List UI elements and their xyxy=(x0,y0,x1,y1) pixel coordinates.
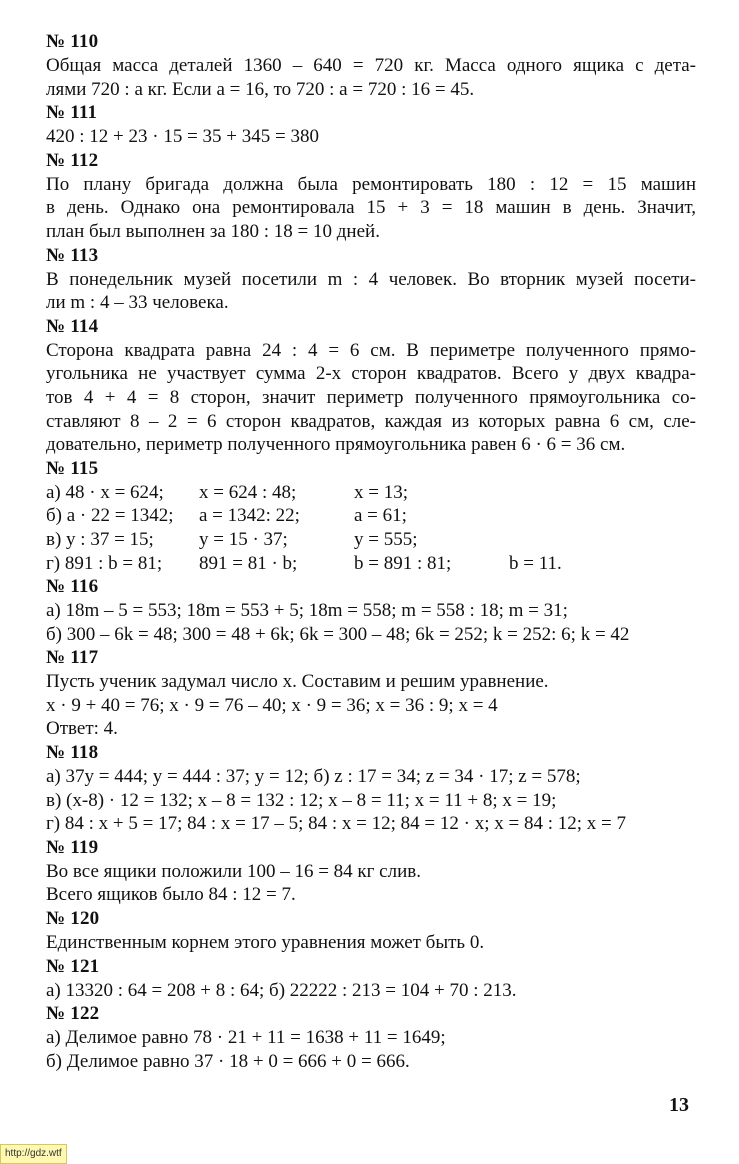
equation-row xyxy=(46,528,696,552)
solution-line: довательно, периметр полученного прямоугольника равен 6 · 6 = 36 см. xyxy=(46,434,626,456)
problem-number: № 122 xyxy=(46,1003,100,1025)
solution-line: 420 : 12 + 23 · 15 = 35 + 345 = 380 xyxy=(46,126,319,148)
problem xyxy=(46,646,696,741)
equation-step: x = 624 : 48; xyxy=(199,481,297,503)
solution-line: Во все ящики положили 100 – 16 = 84 кг слив. xyxy=(46,860,421,882)
solution-line: По плану бригада должна была ремонтировать 180 : 12 = 15 машин xyxy=(46,173,696,195)
solution-line: ли m : 4 – 33 человека. xyxy=(46,292,229,314)
solution-line: Всего ящиков было 84 : 12 = 7. xyxy=(46,884,296,906)
equation-step: г) 891 : b = 81; xyxy=(46,552,163,574)
solution-line: в день. Однако она ремонтировала 15 + 3 = 18 машин в день. Значит, xyxy=(46,197,696,219)
solution-line: Ответ: 4. xyxy=(46,718,118,740)
problem-number: № 113 xyxy=(46,244,99,266)
problem xyxy=(46,149,696,244)
solution-line: б) Делимое равно 37 · 18 + 0 = 666 + 0 = 666. xyxy=(46,1050,410,1072)
solution-line: в) (x-8) · 12 = 132; x – 8 = 132 : 12; x – 8 = 11; x = 11 + 8; x = 19; xyxy=(46,789,557,811)
solution-line: план был выполнен за 180 : 18 = 10 дней. xyxy=(46,220,380,242)
problem-number: № 118 xyxy=(46,742,99,764)
problem-number: № 110 xyxy=(46,31,99,52)
problem-115 xyxy=(46,457,696,575)
equation-step: б) a · 22 = 1342; xyxy=(46,505,174,527)
solution-line: а) 18m – 5 = 553; 18m = 553 + 5; 18m = 558; m = 558 : 18; m = 31; xyxy=(46,600,568,622)
solution-line: а) 13320 : 64 = 208 + 8 : 64; б) 22222 : 213 = 104 + 70 : 213. xyxy=(46,979,517,1001)
problem xyxy=(46,315,696,457)
problem xyxy=(46,1002,696,1073)
solution-line: Пусть ученик задумал число x. Составим и решим уравнение. xyxy=(46,671,549,693)
equation-step: y = 15 · 37; xyxy=(199,528,288,550)
solution-line: б) 300 – 6k = 48; 300 = 48 + 6k; 6k = 300 – 48; 6k = 252; k = 252: 6; k = 42 xyxy=(46,623,630,645)
equation-step: a = 61; xyxy=(354,505,407,527)
problem-number: № 117 xyxy=(46,647,99,669)
problem-number: № 116 xyxy=(46,576,99,598)
solution-line: Единственным корнем этого уравнения может быть 0. xyxy=(46,932,485,954)
equation-row xyxy=(46,481,696,505)
solution-line: x · 9 + 40 = 76; x · 9 = 76 – 40; x · 9 = 36; x = 36 : 9; x = 4 xyxy=(46,694,498,716)
problem-number: № 111 xyxy=(46,102,98,124)
solution-line: ставляют 8 – 2 = 6 сторон квадратов, каждая из которых равна 6 см, сле- xyxy=(46,410,696,432)
problems-110-114 xyxy=(46,30,696,457)
problems-116-122 xyxy=(46,575,696,1073)
problem xyxy=(46,575,696,646)
equation-step: а) 48 · x = 624; xyxy=(46,481,164,503)
problem xyxy=(46,836,696,907)
equation-step: 891 = 81 · b; xyxy=(199,552,298,574)
site-label: http://gdz.wtf xyxy=(0,1144,67,1164)
problem-number: № 120 xyxy=(46,908,100,930)
page-number: 13 xyxy=(669,1094,689,1116)
problem-number: № 119 xyxy=(46,836,99,858)
solution-line: г) 84 : x + 5 = 17; 84 : x = 17 – 5; 84 : x = 12; 84 = 12 · x; x = 84 : 12; x = 7 xyxy=(46,813,626,835)
problem-number: № 121 xyxy=(46,955,100,977)
equation-step: x = 13; xyxy=(354,481,408,503)
equation-step: в) y : 37 = 15; xyxy=(46,528,154,550)
solution-line: В понедельник музей посетили m : 4 человек. Во вторник музей посети- xyxy=(46,268,696,290)
equation-step: a = 1342: 22; xyxy=(199,505,300,527)
problem xyxy=(46,244,696,315)
problem-number: № 112 xyxy=(46,149,99,171)
problem xyxy=(46,101,696,149)
solution-line: тов 4 + 4 = 8 сторон, значит периметр полученного прямоугольника со- xyxy=(46,386,696,408)
solution-line: лями 720 : а кг. Если а = 16, то 720 : а = 720 : 16 = 45. xyxy=(46,78,475,100)
equation-step: b = 891 : 81; xyxy=(354,552,452,574)
equation-row xyxy=(46,552,696,576)
equation-step: b = 11. xyxy=(509,552,562,574)
problem xyxy=(46,741,696,836)
problem-number: № 114 xyxy=(46,315,99,337)
problem xyxy=(46,907,696,955)
textbook-page xyxy=(46,30,696,1073)
solution-line: а) 37y = 444; y = 444 : 37; y = 12; б) z : 17 = 34; z = 34 · 17; z = 578; xyxy=(46,766,581,788)
problem-number: № 115 xyxy=(46,457,99,479)
equation-row xyxy=(46,504,696,528)
solution-line: Сторона квадрата равна 24 : 4 = 6 см. В периметре полученного прямо- xyxy=(46,339,696,361)
solution-line: Общая масса деталей 1360 – 640 = 720 кг. Масса одного ящика с дета- xyxy=(46,55,696,76)
problem xyxy=(46,30,696,101)
solution-line: угольника не участвует сумма 2-х сторон квадратов. Всего у двух квадра- xyxy=(46,363,696,385)
solution-line: а) Делимое равно 78 · 21 + 11 = 1638 + 11 = 1649; xyxy=(46,1027,446,1049)
problem xyxy=(46,955,696,1003)
equation-grid xyxy=(46,481,696,575)
equation-step: y = 555; xyxy=(354,528,418,550)
